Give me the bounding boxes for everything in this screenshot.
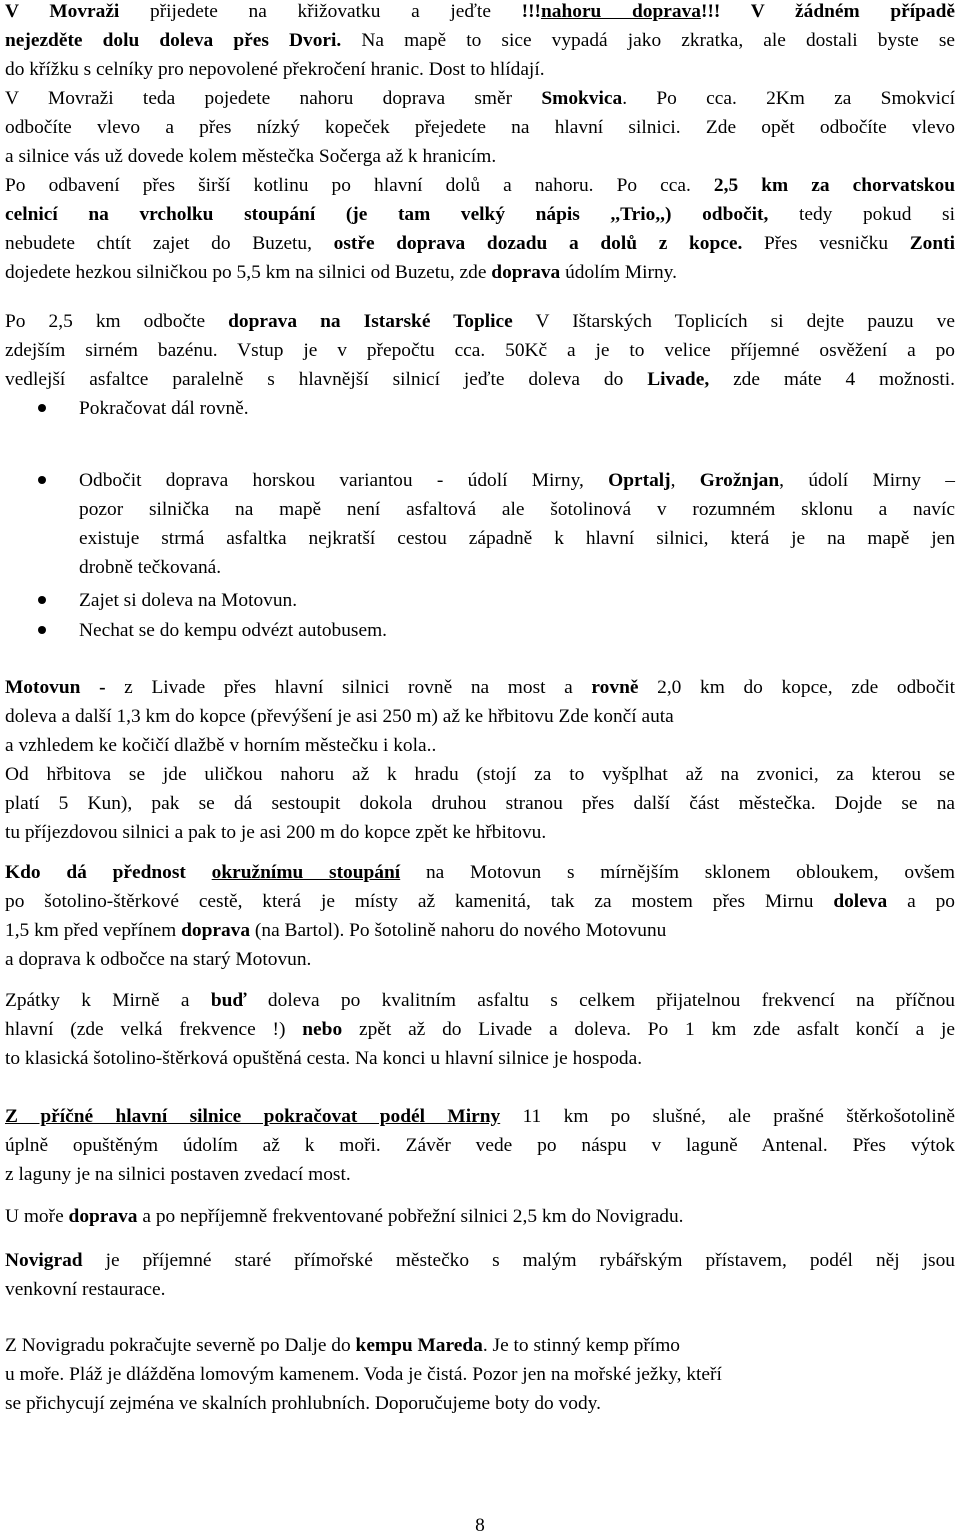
text-line: Po 2,5 km odbočte doprava na Istarské Toplice V Ištarských Toplicích si dejte pauzu ve [5, 311, 955, 332]
text-line: Novigrad je příjemné staré přímořské městečko s malým rybářským přístavem, podél něj jsou [5, 1250, 955, 1271]
text-line: nejezděte dolu doleva přes Dvori. Na mapě to sice vypadá jako zkratka, ale dostali byste se [5, 30, 955, 51]
paragraph-kemp-mareda [5, 1331, 955, 1418]
text-line: drobně tečkovaná. [79, 557, 222, 578]
text-line: U moře doprava a po nepříjemně frekventované pobřežní silnici 2,5 km do Novigradu. [5, 1206, 684, 1227]
text-line: Odbočit doprava horskou variantou - údolí Mirny, Oprtalj, Grožnjan, údolí Mirny – [79, 470, 955, 491]
text-line: Po odbavení přes širší kotlinu po hlavní dolů a nahoru. Po cca. 2,5 km za chorvatskou [5, 175, 956, 196]
text-line: hlavní (zde velká frekvence !) nebo zpět až do Livade a doleva. Po 1 km zde asfalt končí a je [5, 1019, 956, 1040]
text-line: venkovní restaurace. [5, 1279, 166, 1300]
text-line: Pokračovat dál rovně. [79, 398, 249, 419]
text-line: po šotolino-štěrkové cestě, která je místy až kamenitá, tak za mostem přes Mirnu doleva a po [5, 891, 955, 912]
text-line: a silnice vás už dovede kolem městečka Sočerga až k hranicím. [5, 146, 497, 167]
paragraph-okruzni-stoupani [5, 858, 955, 974]
list-item [5, 586, 955, 615]
text-line: doleva a další 1,3 km do kopce (převýšení je asi 250 m) až ke hřbitovu Zde končí auta [5, 706, 674, 727]
text-line: Zpátky k Mirně a buď doleva po kvalitním asfaltu s celkem přijatelnou frekvencí na příčnou [5, 990, 955, 1011]
paragraph-u-more [5, 1202, 955, 1231]
text-line: zdejším sirném bazénu. Vstup je v přepočtu cca. 50Kč a je to velice příjemné osvěžení a po [5, 340, 955, 361]
text-line: vedlejší asfaltce paralelně s hlavnější silnicí jeďte doleva do Livade, zde máte 4 možnosti. [5, 369, 955, 390]
text-line: celnicí na vrcholku stoupání (je tam velký nápis ,,Trio,,) odbočit, tedy pokud si [5, 204, 955, 225]
text-line: a doprava k odbočce na starý Motovun. [5, 949, 312, 970]
text-line: pozor silnička na mapě není asfaltová ale šotolinová v rozumném sklonu a navíc [79, 499, 955, 520]
text-line: tu příjezdovou silnici a pak to je asi 200 m do kopce zpět ke hřbitovu. [5, 822, 547, 843]
text-line: Z Novigradu pokračujte severně po Dalje do kempu Mareda. Je to stinný kemp přímo [5, 1335, 680, 1356]
text-line: V Movraži teda pojedete nahoru doprava směr Smokvica. Po cca. 2Km za Smokvicí [5, 88, 956, 109]
text-line: do křížku s celníky pro nepovolené překročení hranic. Dost to hlídají. [5, 59, 545, 80]
text-line: se přichycují zejména ve skalních prohlubních. Doporučujeme boty do vody. [5, 1393, 601, 1414]
text-line: V Movraži přijedete na křižovatku a jeďte !!!nahoru doprava!!! V žádném případě [5, 1, 955, 22]
text-line: existuje strmá asfaltka nejkratší cestou západně k hlavní silnici, která je na mapě jen [79, 528, 955, 549]
text-line: Zajet si doleva na Motovun. [79, 590, 298, 611]
paragraph-route-movraz [5, 0, 955, 287]
paragraph-novigrad [5, 1246, 955, 1304]
text-line: Nechat se do kempu odvézt autobusem. [79, 620, 388, 641]
bullet-icon [38, 596, 46, 604]
text-line: Kdo dá přednost okružnímu stoupání na Motovun s mírnějším sklonem obloukem, ovšem [5, 862, 955, 883]
bullet-icon [38, 626, 46, 634]
page-number: 8 [475, 1515, 485, 1536]
text-line: u moře. Pláž je dlážděna lomovým kamenem. Voda je čistá. Pozor jen na mořské ježky, kteří [5, 1364, 722, 1385]
paragraph-podel-mirny [5, 1102, 955, 1189]
text-line: 1,5 km před vepřínem doprava (na Bartol). Po šotolině nahoru do nového Motovunu [5, 920, 667, 941]
text-line: platí 5 Kun), pak se dá sestoupit dokola druhou stranou přes další část městečka. Dojde se na [5, 793, 955, 814]
bullet-icon [38, 476, 46, 484]
bullet-icon [38, 404, 46, 412]
text-line: úplně opuštěným údolím až k moři. Závěr vede po náspu v laguně Antenal. Přes výtok [5, 1135, 955, 1156]
text-line: odbočíte vlevo a přes nízký kopeček přejedete na hlavní silnici. Zde opět odbočíte vlevo [5, 117, 955, 138]
text-line: z laguny je na silnici postaven zvedací most. [5, 1164, 351, 1185]
text-line: Od hřbitova se jde uličkou nahoru až k hradu (stojí za to vyšplhat až na zvonici, za kterou se [5, 764, 955, 785]
text-line: dojedete hezkou silničkou po 5,5 km na silnici od Buzetu, zde doprava údolím Mirny. [5, 262, 677, 283]
text-line: Motovun - z Livade přes hlavní silnici rovně na most a rovně 2,0 km do kopce, zde odbočit [5, 677, 955, 698]
list-item [5, 466, 955, 582]
text-line: nebudete chtít zajet do Buzetu, ostře doprava dozadu a dolů z kopce. Přes vesničku Zonti [5, 233, 955, 254]
text-line: to klasická šotolino-štěrková opuštěná cesta. Na konci u hlavní silnice je hospoda. [5, 1048, 643, 1069]
paragraph-istarske-toplice [5, 307, 955, 394]
paragraph-motovun [5, 673, 955, 847]
text-line: Z příčné hlavní silnice pokračovat podél Mirny 11 km po slušné, ale prašné štěrkošotolině [5, 1106, 956, 1127]
list-item [5, 616, 955, 645]
text-line: a vzhledem ke kočičí dlažbě v horním městečku i kola.. [5, 735, 437, 756]
list-item [5, 394, 955, 423]
paragraph-zpatky-k-mirne [5, 986, 955, 1073]
